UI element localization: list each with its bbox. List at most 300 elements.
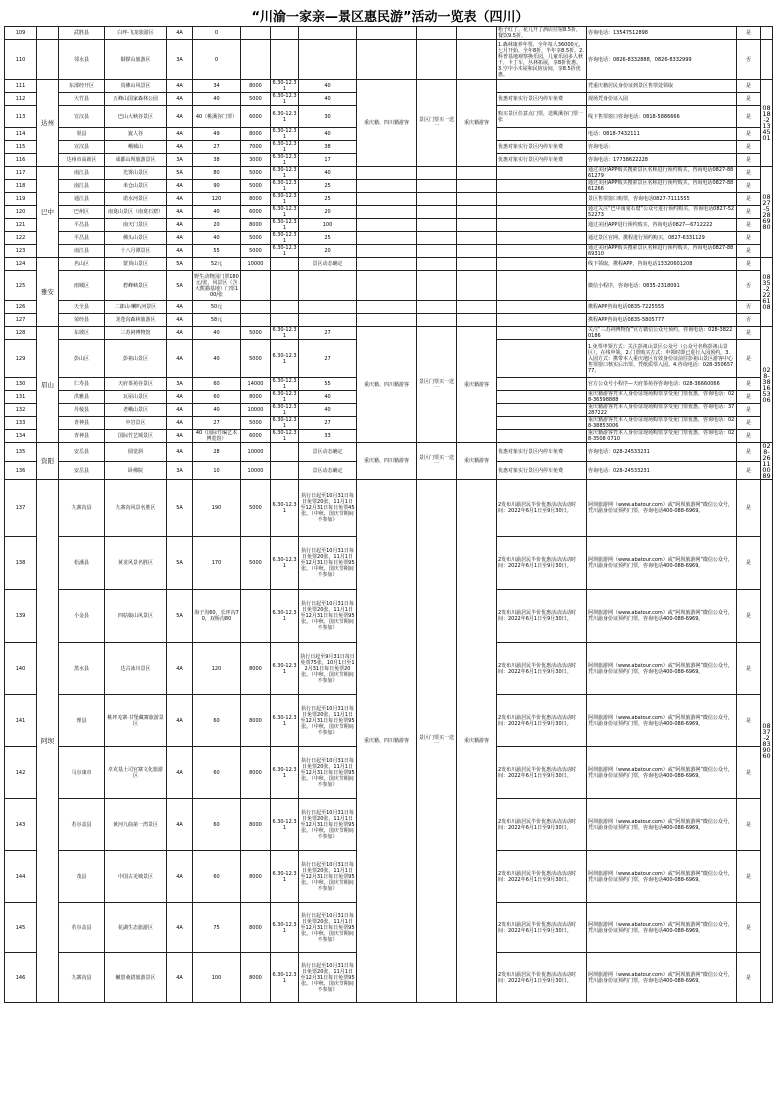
cell-scenic: 中岩景区: [105, 417, 167, 430]
cell-level: 4A: [167, 128, 193, 141]
cell-price: 27: [193, 141, 241, 154]
cell-no: 110: [5, 40, 37, 80]
cell-scenic: 花湖生态旅游区: [105, 903, 167, 953]
cell-notes: [497, 193, 587, 206]
cell-tickets: [417, 258, 457, 271]
table-row: [5, 480, 773, 537]
cell-quota: 8000: [241, 219, 271, 232]
cell-phone: 关注“三苏祠博物馆”官方微信公众号预约，咨询电话：028-38220186: [587, 327, 737, 340]
cell-no: 135: [5, 443, 37, 462]
cell-no: 109: [5, 27, 37, 40]
cell-notes: [497, 314, 587, 327]
cell-ok: 是: [737, 747, 761, 799]
cell-level: 5A: [167, 258, 193, 271]
cell-quota: 5000: [241, 232, 271, 245]
cell-no: 113: [5, 106, 37, 128]
cell-discount: [299, 271, 357, 301]
cell-notes: 2发布川渝居民半价优惠活动活动时间：2022年6月1日至9月30日。: [497, 799, 587, 851]
cell-county: 达州市高新区: [59, 154, 105, 167]
table-row: [5, 180, 773, 193]
cell-phone: 阿坝旅游网（www.abatour.com）或“阿坝旅游网”微信公众号，凭川渝身份证预约门票，咨询电话400-088-6969。: [587, 695, 737, 747]
cell-quota: [241, 314, 271, 327]
cell-quota: 5000: [241, 245, 271, 258]
page-title: “川渝一家亲—景区惠民游”活动一览表（四川）: [251, 10, 529, 25]
cell-level: 4A: [167, 340, 193, 378]
cell-level: 5A: [167, 480, 193, 537]
cell-notes: [497, 391, 587, 404]
cell-ok: 是: [737, 245, 761, 258]
cell-quota: [241, 40, 271, 80]
cell-county: 平昌县: [59, 232, 105, 245]
cell-county: 渠县: [59, 128, 105, 141]
cell-price: 0: [193, 27, 241, 40]
cell-period: 6.30-12.31: [272, 206, 297, 218]
cell-phone: 电话：0818-7432111: [587, 128, 737, 141]
cell-discount: 33: [299, 430, 357, 443]
cell-no: 140: [5, 643, 37, 695]
cell-ok: 是: [737, 128, 761, 141]
cell-no: 144: [5, 851, 37, 903]
cell-notes: [497, 430, 587, 443]
cell-price: 60: [193, 799, 241, 851]
cell-scenic: 光雾山景区: [105, 167, 167, 180]
cell-no: 118: [5, 180, 37, 193]
cell-no: 134: [5, 430, 37, 443]
cell-notes: 2发布川渝居民半价优惠活动活动时间：2022年6月1日至9月30日。: [497, 590, 587, 643]
cell-phone: 阿坝旅游网（www.abatour.com）或“阿坝旅游网”微信公众号，凭川渝身份证预约门票，咨询电话400-088-6969。: [587, 590, 737, 643]
cell-scenic: 碧峰峡景区: [105, 271, 167, 301]
cell-city: [37, 40, 59, 80]
cell-phone: 线下领取，携程APP，咨询电话13320601208: [587, 258, 737, 271]
cell-phone: 线下售票窗口咨询电话：0818-5886666: [587, 106, 737, 128]
cell-notes: 购买景区任意点门票，送桃溪谷门票一张: [497, 106, 587, 128]
cell-county: 雨城区: [59, 271, 105, 301]
cell-no: 115: [5, 141, 37, 154]
table-row: [5, 314, 773, 327]
cell-county: 宣汉县: [59, 106, 105, 128]
cell-county: 松潘县: [59, 537, 105, 590]
cell-phone: 现场凭身份证入园: [587, 93, 737, 106]
cell-quota: 8000: [241, 643, 271, 695]
cell-phone: 重庆籍游客凭本人身份证现场购票享受免门票优惠，咨询电话：37287222: [587, 404, 737, 417]
cell-scenic: 南龛山景区（南龛石窟）: [105, 206, 167, 219]
cell-price: 58元: [193, 314, 241, 327]
cell-level: 5A: [167, 537, 193, 590]
cell-target: [357, 245, 417, 258]
cell-discount: 27: [299, 417, 357, 430]
cell-no: 127: [5, 314, 37, 327]
cell-period: 6.30-12.31: [272, 141, 297, 153]
cell-discount: 景区动态确定: [299, 462, 357, 480]
cell-county: 通江县: [59, 193, 105, 206]
cell-price: 120: [193, 193, 241, 206]
cell-level: 4A: [167, 93, 193, 106]
table-row: [5, 206, 773, 219]
cell-scenic: 嫩恩桑措旅游景区: [105, 953, 167, 1003]
cell-ok: 是: [737, 443, 761, 462]
cell-notes: [497, 206, 587, 219]
cell-discount: 20: [299, 245, 357, 258]
cell-method: [457, 40, 497, 80]
cell-phone: 阿坝旅游网（www.abatour.com）或“阿坝旅游网”微信公众号，凭川渝身份证预约门票，咨询电话400-088-6969。: [587, 643, 737, 695]
cell-tickets: [417, 219, 457, 232]
cell-discount: 景区动态确定: [299, 443, 357, 462]
cell-county: 巴州区: [59, 206, 105, 219]
cell-target: [357, 258, 417, 271]
cell-scenic: 桃坪羌寨·甘堡藏寨旅游景区: [105, 695, 167, 747]
table-row: [5, 443, 773, 462]
cell-quota: 5000: [241, 327, 271, 340]
cell-phone: 携程APP咨询电话0835-7225555: [587, 301, 737, 314]
cell-period: 6.30-12.31: [271, 747, 299, 799]
cell-target: [357, 301, 417, 314]
cell-period: 6.30-12.31: [271, 480, 299, 537]
table-row: [5, 258, 773, 271]
cell-notes: [497, 301, 587, 314]
cell-phone: 1.免票申领方式：关注彭祖山景区公众号（公众号名称彭祖山景区），在线申领。2.门票购买方式：申领时即已进行入园预约。3.入园方式：携带本人重庆地区有效身份证前往彭祖山景区游客中心售票窗口核实后出票。凭纸质票入园。4.咨询电话：028-35065777。: [587, 340, 737, 378]
table-row: [5, 271, 773, 301]
cell-price: 40（国际竹编艺术博览馆）: [193, 430, 241, 443]
cell-scenic: 卓克基土司官寨文化旅游区: [105, 747, 167, 799]
cell-price: 40: [193, 232, 241, 245]
cell-target: [357, 206, 417, 219]
cell-quota: 5000: [241, 537, 271, 590]
cell-county: 理县: [59, 695, 105, 747]
cell-price: 90: [193, 180, 241, 193]
cell-ok: 是: [737, 643, 761, 695]
cell-level: 3A: [167, 462, 193, 480]
cell-price: 40: [193, 340, 241, 378]
cell-notes: 2发布川渝居民半价优惠活动活动时间：2022年6月1日至9月30日。: [497, 953, 587, 1003]
cell-quota: 8000: [241, 747, 271, 799]
cell-phone: 咨询电话：028-24533231: [587, 443, 737, 462]
cell-ok: 是: [737, 404, 761, 417]
cell-method: [457, 193, 497, 206]
cell-quota: 14000: [241, 378, 271, 391]
cell-level: 4A: [167, 851, 193, 903]
cell-method: 重庆籍游客: [457, 480, 497, 1003]
cell-level: 3A: [167, 154, 193, 167]
cell-ok: 是: [737, 537, 761, 590]
cell-phone: 景区售票窗口购票，咨询电话0827-7111555: [587, 193, 737, 206]
cell-ok: 是: [737, 430, 761, 443]
cell-phone: 阿坝旅游网（www.abatour.com）或“阿坝旅游网”微信公众号，凭川渝身份证预约门票，咨询电话400-088-6969。: [587, 953, 737, 1003]
cell-ok: 是: [737, 106, 761, 128]
cell-period: 6.30-12.31: [272, 378, 297, 390]
cell-phone: 通过景区官网、携程进行预约购买，0827-6331129: [587, 232, 737, 245]
cell-ok: 是: [737, 219, 761, 232]
cell-tickets: [417, 271, 457, 301]
cell-quota: 8000: [241, 391, 271, 404]
cell-no: 145: [5, 903, 37, 953]
table-row: [5, 27, 773, 40]
cell-period: 6.30-12.31: [272, 404, 297, 416]
cell-price: 80: [193, 167, 241, 180]
cell-tickets: [417, 193, 457, 206]
cell-level: 4A: [167, 206, 193, 219]
cell-county: 荥经县: [59, 314, 105, 327]
cell-scenic: 四姑娘山风景区: [105, 590, 167, 643]
cell-no: 125: [5, 271, 37, 301]
cell-no: 123: [5, 245, 37, 258]
cell-phone: 咨询电话：028-24533231: [587, 462, 737, 480]
cell-tickets: [417, 232, 457, 245]
cell-scenic: 米仓山景区: [105, 180, 167, 193]
cell-no: 114: [5, 128, 37, 141]
table-row: [5, 219, 773, 232]
cell-notes: [497, 80, 587, 93]
table-row: [5, 327, 773, 340]
cell-city: 眉山: [37, 327, 59, 443]
cell-discount: 25: [299, 193, 357, 206]
cell-period: [271, 314, 299, 327]
cell-notes: 2发布川渝居民半价优惠活动活动时间：2022年6月1日至9月30日。: [497, 903, 587, 953]
cell-phone: 阿坝旅游网（www.abatour.com）或“阿坝旅游网”微信公众号，凭川渝身份证预约门票，咨询电话400-088-6969。: [587, 799, 737, 851]
cell-quota: 8000: [241, 851, 271, 903]
cell-tickets: [417, 27, 457, 40]
cell-discount: [299, 27, 357, 40]
cell-level: 4A: [167, 903, 193, 953]
cell-phone: 阿坝旅游网（www.abatour.com）或“阿坝旅游网”微信公众号，凭川渝身份证预约门票，咨询电话400-088-6969。: [587, 851, 737, 903]
cell-no: 129: [5, 340, 37, 378]
table-row: [5, 301, 773, 314]
cell-phone: 重庆籍游客凭本人身份证现场购票享受免门票优惠，咨询电话：028-3508 0710: [587, 430, 737, 443]
cell-notes: 优惠对象实行景区内停车免费: [497, 462, 587, 480]
cell-notes: 优惠对象实行景区内停车免费: [497, 93, 587, 106]
cell-level: 4A: [167, 391, 193, 404]
cell-no: 119: [5, 193, 37, 206]
cell-method: [457, 232, 497, 245]
cell-price: 20: [193, 219, 241, 232]
cell-method: 重庆籍游客: [457, 327, 497, 443]
cell-target: [357, 232, 417, 245]
cell-ok: 是: [737, 851, 761, 903]
cell-no: 146: [5, 953, 37, 1003]
cell-discount: 执行日起至9月31日每日免票75张，10月1日至12月31日每日免票20张。（中秋、国庆节期间不参加）: [299, 643, 357, 695]
cell-scenic: 三苏祠博物馆: [105, 327, 167, 340]
cell-discount: 100: [299, 219, 357, 232]
cell-notes: [497, 271, 587, 301]
cell-county: 彭山区: [59, 340, 105, 378]
cell-level: 4A: [167, 245, 193, 258]
cell-scenic: 黄河九曲第一湾景区: [105, 799, 167, 851]
cell-scenic: 诺水河景区: [105, 193, 167, 206]
cell-price: 60: [193, 747, 241, 799]
cell-price: 34: [193, 80, 241, 93]
cell-price: 28: [193, 443, 241, 462]
cell-phone: 通过关注“巴中南龛石窟”公众号进行预约购买，咨询电话0827-5252273: [587, 206, 737, 219]
cell-hotline: 0818-2134501: [761, 80, 773, 167]
table-row: [5, 40, 773, 80]
cell-period: 6.30-12.31: [271, 903, 299, 953]
cell-notes: [497, 245, 587, 258]
cell-method: [457, 206, 497, 219]
cell-ok: 是: [737, 80, 761, 93]
cell-phone: 携程APP咨询电话0835-5805777: [587, 314, 737, 327]
cell-period: [271, 271, 299, 301]
cell-hotline: 0835-2226108: [761, 258, 773, 327]
cell-scenic: 达古冰川景区: [105, 643, 167, 695]
cell-period: [271, 40, 299, 80]
cell-phone: 微信小程序，咨询电话：0835-2318091: [587, 271, 737, 301]
cell-target: [357, 167, 417, 180]
cell-scenic: 白坪-飞龙旅游区: [105, 27, 167, 40]
cell-notes: 2发布川渝居民半价优惠活动活动时间：2022年6月1日至9月30日。: [497, 695, 587, 747]
cell-phone: 通过美团APP购买搜索景区名称进行预约购买，咨询电话0827-8869310: [587, 245, 737, 258]
table-row: [5, 245, 773, 258]
cell-phone: 重庆籍游客凭本人身份证现场购票享受免门票优惠，咨询电话：028-38853006: [587, 417, 737, 430]
cell-period: 6.30-12.31: [272, 391, 297, 403]
cell-discount: 执行日起至10月31日每日免票20张，11月1日至12月31日每日免票95张。（中秋、国庆节期间不参加）: [299, 903, 357, 953]
cell-period: 6.30-12.31: [272, 93, 297, 105]
cell-quota: 8000: [241, 80, 271, 93]
cell-period: 6.30-12.31: [272, 417, 297, 429]
cell-ok: 是: [737, 141, 761, 154]
cell-scenic: 黄龙风景名胜区: [105, 537, 167, 590]
cell-level: 4A: [167, 417, 193, 430]
cell-scenic: 彭祖山景区: [105, 340, 167, 378]
cell-period: 6.30-12.31: [271, 851, 299, 903]
cell-notes: [497, 219, 587, 232]
cell-level: 4A: [167, 232, 193, 245]
cell-quota: [241, 590, 271, 643]
cell-price: 190: [193, 480, 241, 537]
cell-county: 邻水县: [59, 40, 105, 80]
cell-county: 仁寿县: [59, 378, 105, 391]
cell-method: 重庆籍游客: [457, 443, 497, 480]
cell-ok: 否: [737, 301, 761, 314]
cell-tickets: [417, 206, 457, 219]
cell-level: 4A: [167, 799, 193, 851]
cell-scenic: 佛头山景区: [105, 232, 167, 245]
cell-county: 马尔康市: [59, 747, 105, 799]
cell-period: 6.30-12.31: [272, 167, 297, 179]
cell-level: 4A: [167, 747, 193, 799]
cell-discount: [299, 301, 357, 314]
cell-quota: 5000: [241, 480, 271, 537]
cell-price: 40（桃溪谷门票）: [193, 106, 241, 128]
cell-county: 茂县: [59, 851, 105, 903]
cell-county: 天全县: [59, 301, 105, 314]
cell-county: 南江县: [59, 180, 105, 193]
cell-tickets: [417, 301, 457, 314]
cell-scenic: 蒙顶山景区: [105, 258, 167, 271]
cell-tickets: [417, 167, 457, 180]
cell-target: 重庆籍、四川籍游客: [357, 480, 417, 1003]
cell-period: 6.30-12.31: [272, 430, 297, 442]
cell-scenic: 龙苍沟森林旅游区: [105, 314, 167, 327]
table-row: [5, 80, 773, 93]
cell-price: 40: [193, 327, 241, 340]
cell-method: [457, 167, 497, 180]
cell-period: 6.30-12.31: [272, 219, 297, 231]
cell-no: 116: [5, 154, 37, 167]
cell-phone: 通过美团APP购买搜索景区名称进行预约购买，咨询电话0827-8861266: [587, 180, 737, 193]
cell-scenic: 天府茶苑谷景区: [105, 378, 167, 391]
cell-county: 平昌县: [59, 219, 105, 232]
cell-period: 6.30-12.31: [271, 340, 299, 378]
cell-county: 武胜县: [59, 27, 105, 40]
cell-no: 133: [5, 417, 37, 430]
cell-price: 75: [193, 903, 241, 953]
cell-no: 142: [5, 747, 37, 799]
cell-discount: 执行日起至10月31日每日免票20张，11月1日至12月31日每日免票95张。（中秋、国庆节期间不参加）: [299, 537, 357, 590]
cell-quota: 8000: [241, 193, 271, 206]
cell-period: 6.30-12.31: [272, 245, 297, 257]
cell-ok: 是: [737, 391, 761, 404]
cell-period: [271, 462, 299, 480]
cell-target: [357, 27, 417, 40]
cell-hotline: 0827-5286980: [761, 167, 773, 258]
cell-no: 136: [5, 462, 37, 480]
cell-hotline: 0837-2839060: [761, 480, 773, 1003]
cell-level: 4A: [167, 80, 193, 93]
cell-quota: 5000: [241, 340, 271, 378]
cell-county: 宣汉县: [59, 141, 105, 154]
cell-quota: [241, 301, 271, 314]
cell-ok: 是: [737, 193, 761, 206]
cell-scenic: 二郎山·喇叭河景区: [105, 301, 167, 314]
cell-price: 60: [193, 695, 241, 747]
cell-county: 若尔盖县: [59, 903, 105, 953]
cell-ok: 否: [737, 314, 761, 327]
cell-level: 4A: [167, 443, 193, 462]
cell-county: 青神县: [59, 417, 105, 430]
cell-period: 6.30-12.31: [271, 106, 299, 128]
cell-level: 5A: [167, 590, 193, 643]
cell-discount: 40: [299, 128, 357, 141]
cell-period: 6.30-12.31: [272, 128, 297, 140]
cell-no: 132: [5, 404, 37, 417]
cell-price: 170: [193, 537, 241, 590]
cell-quota: 8000: [241, 799, 271, 851]
cell-price: 60: [193, 391, 241, 404]
cell-price: 60: [193, 851, 241, 903]
cell-phone: 官方公众号小程序—天府茶苑谷咨询电话：028-36660066: [587, 378, 737, 391]
cell-target: [357, 40, 417, 80]
cell-county: 丹棱县: [59, 404, 105, 417]
cell-county: 南江县: [59, 245, 105, 258]
cell-period: 6.30-12.31: [272, 80, 297, 92]
cell-method: [457, 27, 497, 40]
cell-notes: [497, 128, 587, 141]
cell-target: [357, 314, 417, 327]
cell-notes: 2发布川渝居民半价优惠活动活动时间：2022年6月1日至9月30日。: [497, 747, 587, 799]
cell-phone: 阿坝旅游网（www.abatour.com）或“阿坝旅游网”微信公众号，凭川渝身份证预约门票，咨询电话400-088-6969。: [587, 903, 737, 953]
cell-ok: 是: [737, 953, 761, 1003]
cell-county: 洪雅县: [59, 391, 105, 404]
cell-notes: 2发布川渝居民半价优惠活动活动时间：2022年6月1日至9月30日。: [497, 851, 587, 903]
cell-quota: 10000: [241, 443, 271, 462]
cell-ok: 是: [737, 417, 761, 430]
cell-discount: [299, 40, 357, 80]
cell-ok: 是: [737, 590, 761, 643]
cell-notes: [497, 232, 587, 245]
cell-method: [457, 258, 497, 271]
cell-discount: 40: [299, 391, 357, 404]
cell-price: 49: [193, 128, 241, 141]
cell-city: 雅安: [37, 258, 59, 327]
cell-quota: [241, 27, 271, 40]
cell-level: 4A: [167, 106, 193, 128]
cell-phone: 阿坝旅游网（www.abatour.com）或“阿坝旅游网”微信公众号，凭川渝身份证预约门票，咨询电话400-088-6969。: [587, 537, 737, 590]
cell-no: 111: [5, 80, 37, 93]
cell-ok: 是: [737, 180, 761, 193]
cell-method: [457, 219, 497, 232]
cell-notes: [497, 378, 587, 391]
cell-quota: 5000: [241, 167, 271, 180]
cell-notes: 1.森林康养年票，全年每人36000元，七月开始，全年8折，半年享8.5折。2.科普基地观察换乐园，儿童乐园多人秋千，卡丁车，丛林拓展，享8折优惠。3.空中小木屋和民宿房间，享8.5折优惠。: [497, 40, 587, 80]
